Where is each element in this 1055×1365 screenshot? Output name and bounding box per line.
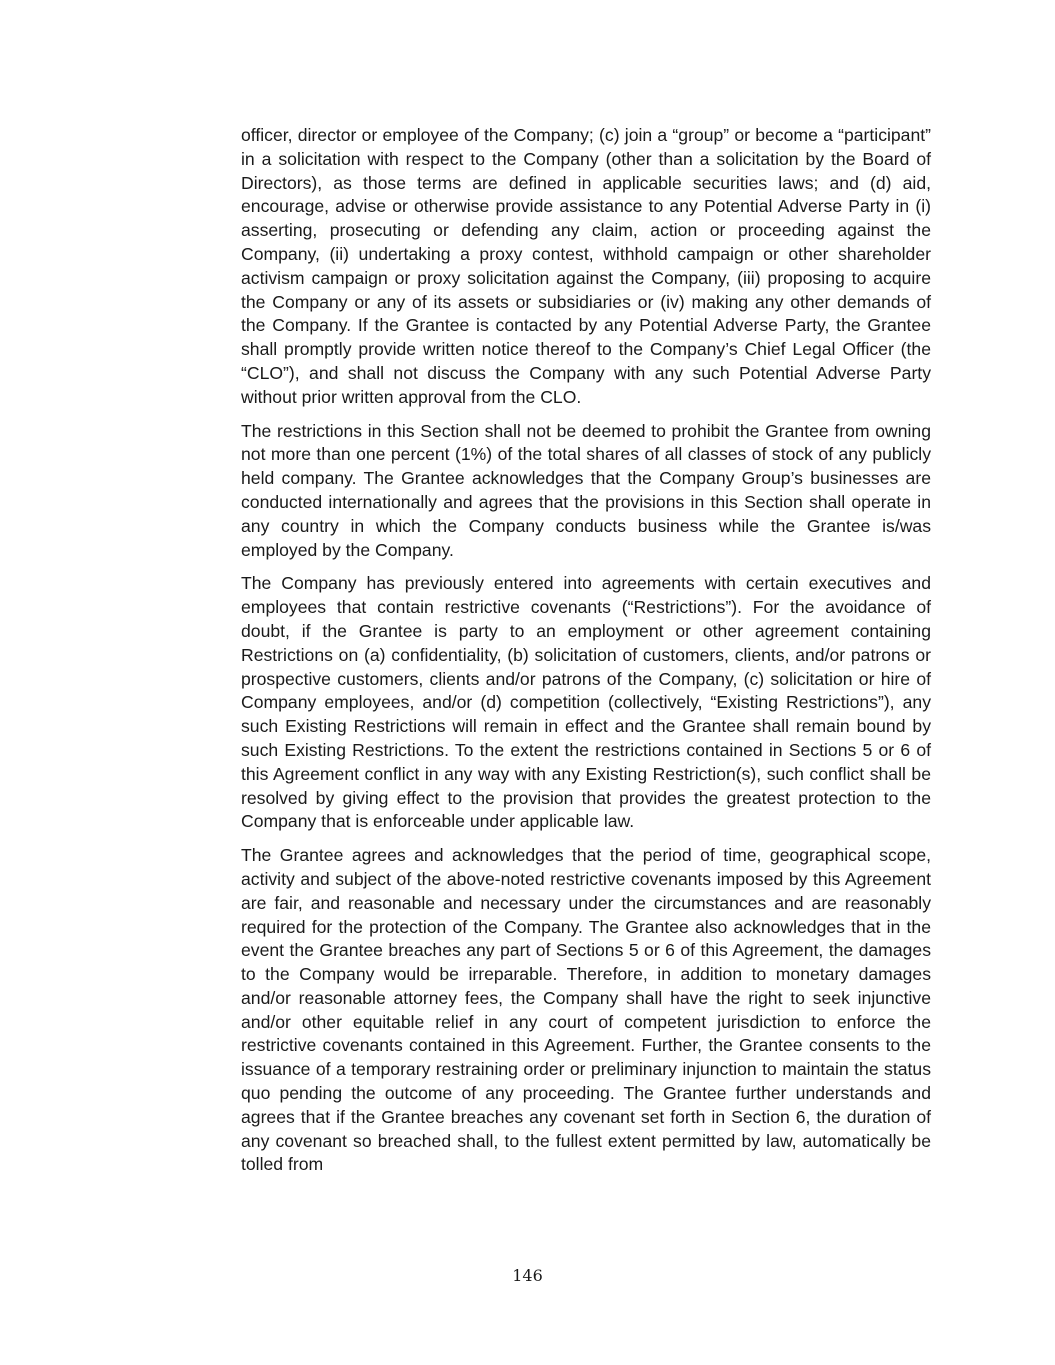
paragraph-stockholder-activism: officer, director or employee of the Company; (c) join a “group” or become a “participant” in a solicitation with respect to the Company (other than a solicitation by the Board of Directors), as those terms are defined in applicable securities laws; and (d) aid, encourage, advise or otherwise provide assistance to any Potential Adverse Party in (i) asserting, prosecuting or defending any claim, action or proceeding against the Company, (ii) undertaking a proxy contest, withhold campaign or other shareholder activism campaign or proxy solicitation against the Company, (iii) proposing to acquire the Company or any of its assets or subsidiaries or (iv) making any other demands of the Company. If the Grantee is contacted by any Potential Adverse Party, the Grantee shall promptly provide written notice thereof to the Company’s Chief Legal Officer (the “CLO”), and shall not discuss the Company with any such Potential Adverse Party without prior written approval from the CLO. (241, 125, 931, 407)
paragraph-existing-restrictions: The Company has previously entered into agreements with certain executives and employees that contain restrictive covenants (“Restrictions”). For the avoidance of doubt, if the Grantee is party to an employment or other agreement containing Restrictions on (a) confidentiality, (b) solicitation of customers, clients, and/or patrons or prospective customers, clients and/or patrons of the Company, (c) solicitation or hire of Company employees, and/or (d) competition (collectively, “Existing Restrictions”), any such Existing Restrictions will remain in effect and the Grantee shall remain bound by such Existing Restrictions. To the extent the restrictions contained in Sections 5 or 6 of this Agreement conflict in any way with any Existing Restriction(s), such conflict shall be resolved by giving effect to the provision that provides the greatest protection to the Company that is enforceable under applicable law. (241, 573, 931, 832)
page-number: 146 (512, 1266, 543, 1285)
paragraph-ownership-exception: The restrictions in this Section shall not be deemed to prohibit the Grantee from owning not more than one percent (1%) of the total shares of all classes of stock of any publicly held company. The Grantee acknowledges that the Company Group’s businesses are conducted internationally and agrees that the provisions in this Section shall operate in any country in which the Company conducts business while the Grantee is/was employed by the Company. (241, 420, 931, 560)
paragraph-remedies: The Grantee agrees and acknowledges that the period of time, geographical scope, activity and subject of the above-noted restrictive covenants imposed by this Agreement are fair, and reasonable and necessary under the circumstances and are reasonably required for the protection of the Company. The Grantee also acknowledges that in the event the Grantee breaches any part of Sections 5 or 6 of this Agreement, the damages to the Company would be irreparable. Therefore, in addition to monetary damages and/or reasonable attorney fees, the Company shall have the right to seek injunctive and/or other equitable relief in any court of competent jurisdiction to enforce the restrictive covenants contained in this Agreement. Further, the Grantee consents to the issuance of a temporary restraining order or preliminary injunction to maintain the status quo pending the outcome of any proceeding. The Grantee further understands and agrees that if the Grantee breaches any covenant set forth in Section 6, the duration of any covenant so breached shall, to the fullest extent permitted by law, automatically be tolled from (241, 845, 931, 1175)
body-text (241, 124, 931, 1187)
